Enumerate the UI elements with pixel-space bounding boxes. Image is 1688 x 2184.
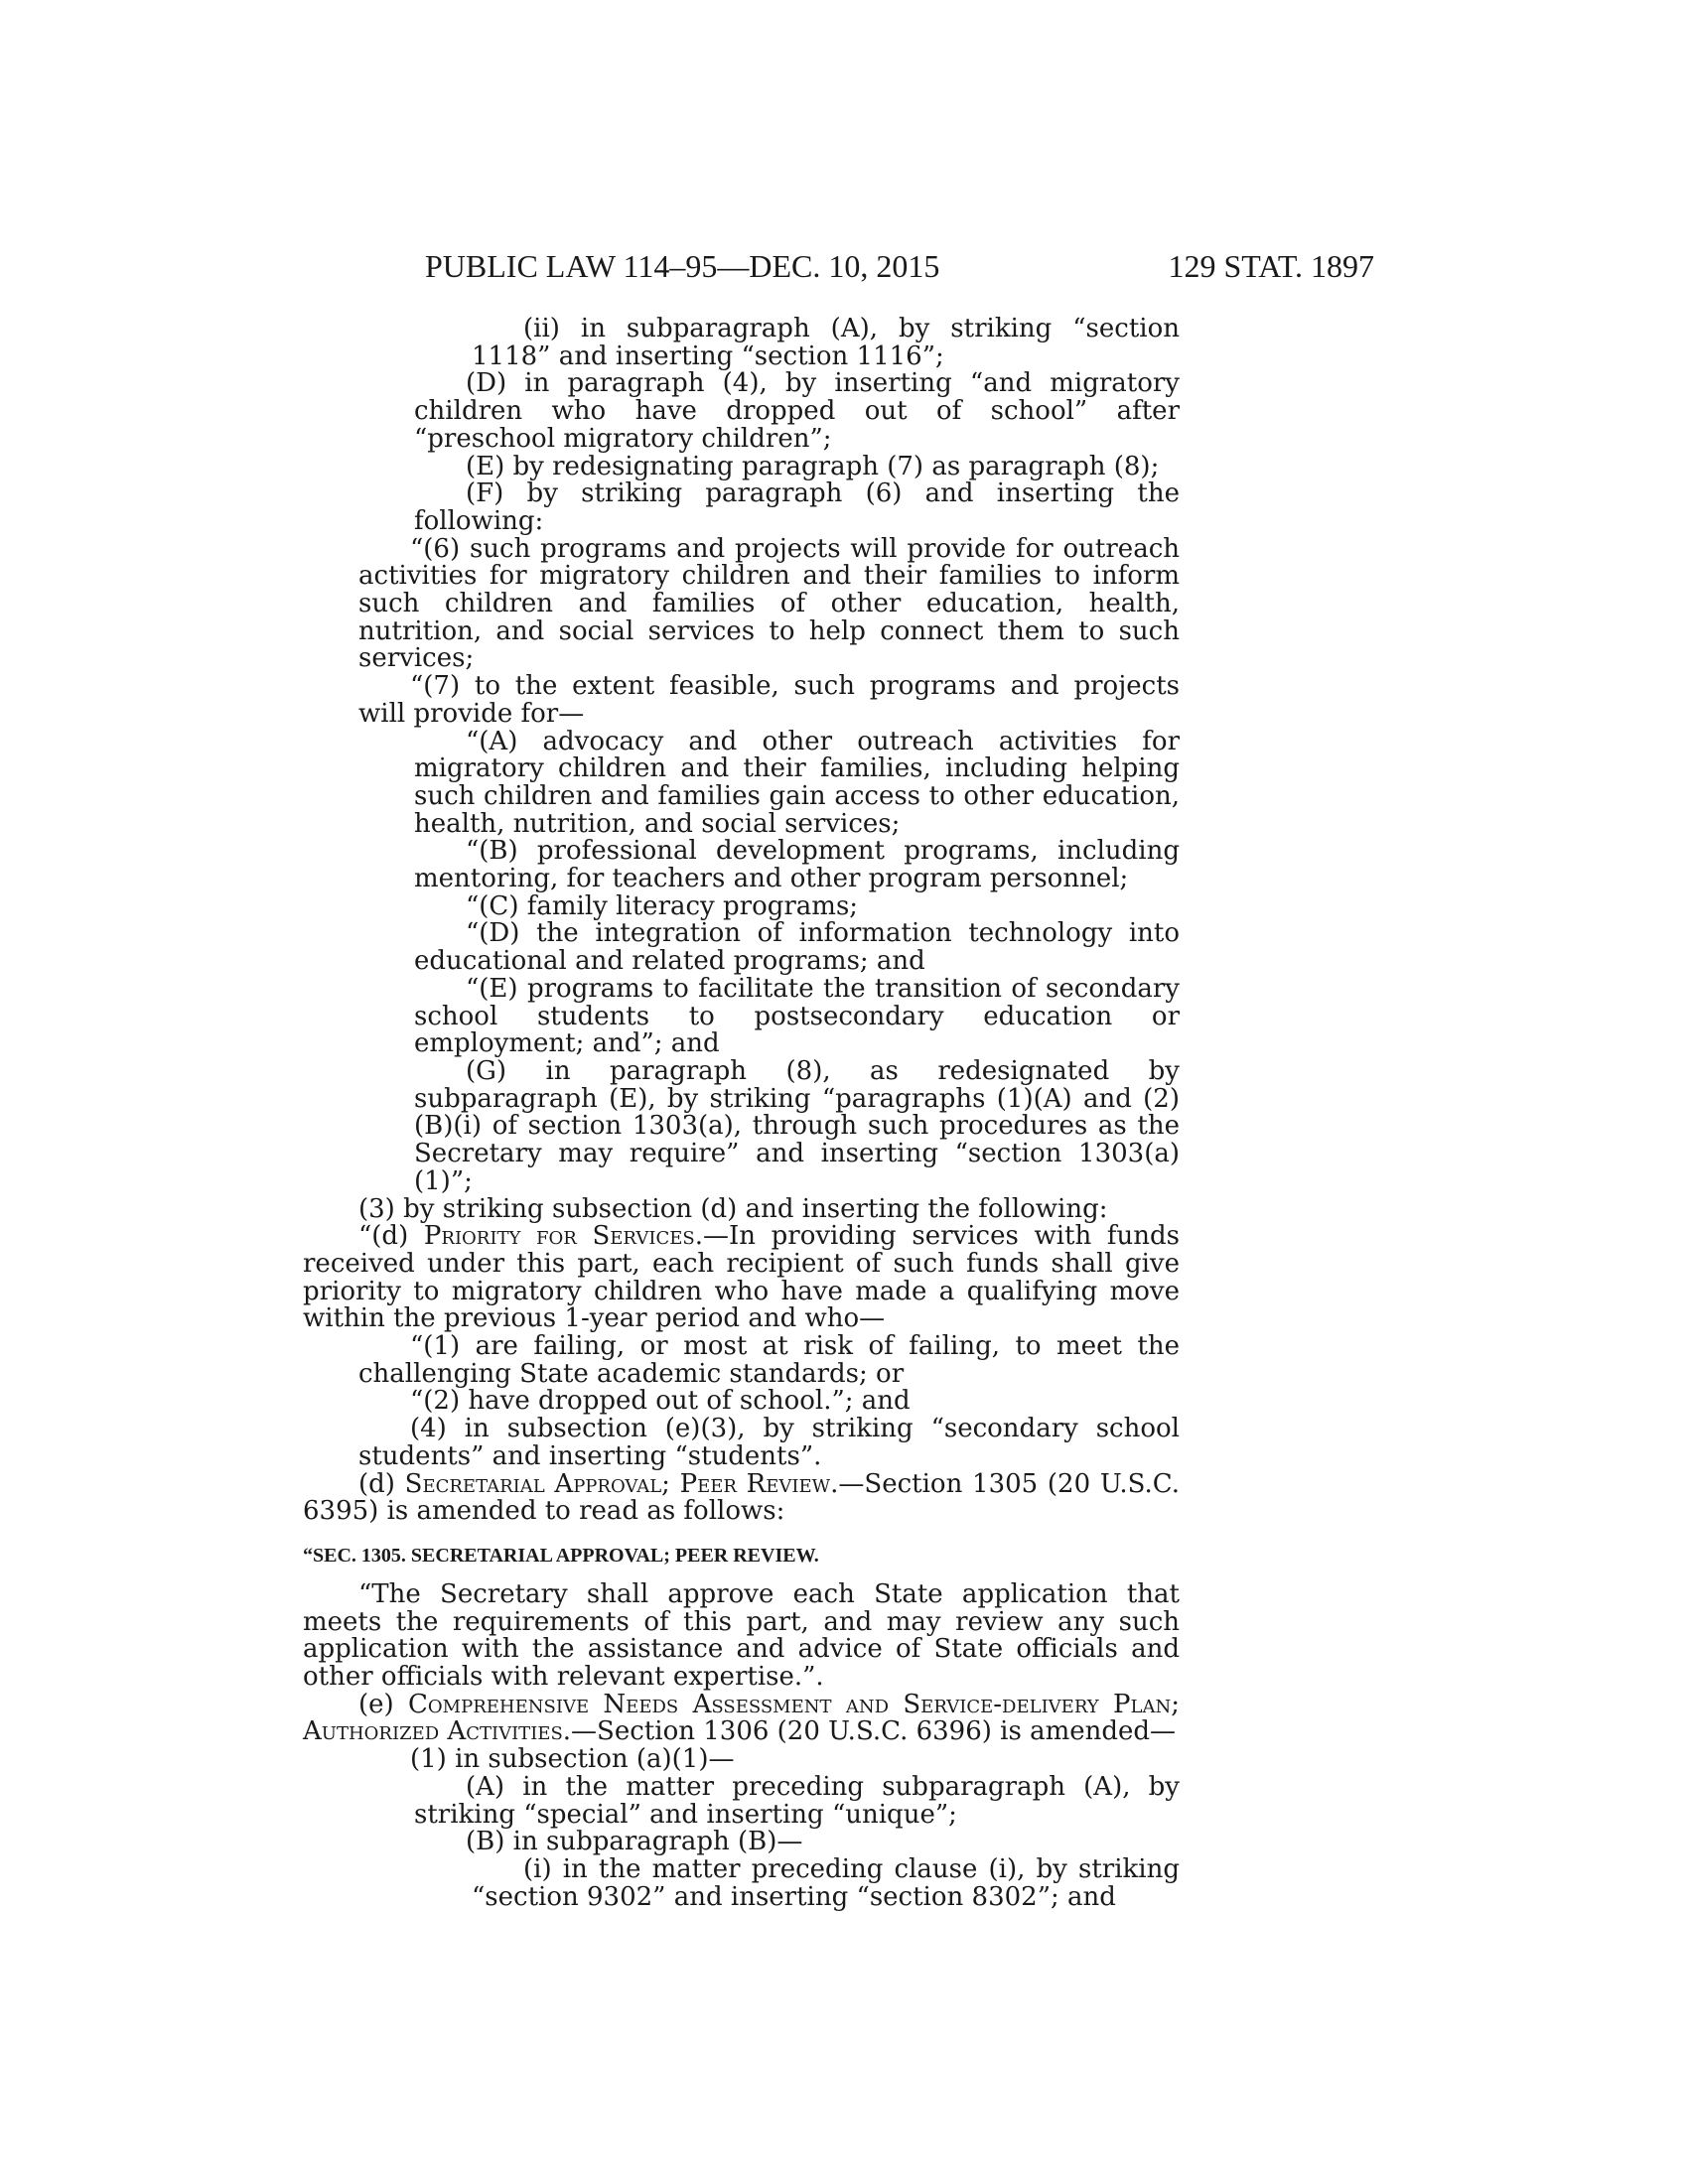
paragraph: “(B) professional development programs, including mentoring, for teachers and other program personnel; — [414, 836, 1180, 894]
paragraph: “(2) have dropped out of school.”; and — [410, 1386, 911, 1417]
subsection-caption: Secretarial Approval; Peer Review — [404, 1468, 831, 1499]
document-body — [303, 316, 1180, 1911]
paragraph: (e) Comprehensive Needs Assessment and Service-delivery Plan; Authorized Activities.—Section 1306 (20 U.S.C. 6396) is amended— — [303, 1689, 1180, 1747]
paragraph: (d) Secretarial Approval; Peer Review.—Section 1305 (20 U.S.C. 6395) is amended to read as follows: — [303, 1468, 1181, 1527]
paragraph: (G) in paragraph (8), as redesignated by subparagraph (E), by striking “paragraphs (1)(A) and (2)(B)(i) of section 1303(a), through such procedures as the Secretary may require” and inserting “section 1303(a)(1)”; — [414, 1055, 1180, 1196]
paragraph: (4) in subsection (e)(3), by striking “secondary school students” and inserting “students”. — [358, 1414, 1180, 1471]
paragraph: “(E) programs to facilitate the transition of secondary school students to postsecondary education or employment; and”; and — [414, 973, 1180, 1059]
subsection-caption: Priority for Services — [423, 1221, 695, 1252]
paragraph: (3) by striking subsection (d) and inserting the following: — [358, 1193, 1108, 1224]
paragraph: (ii) in subparagraph (A), by striking “section 1118” and inserting “section 1116”; — [472, 314, 1180, 371]
paragraph: (1) in subsection (a)(1)— — [410, 1744, 735, 1775]
paragraph: “(C) family literacy programs; — [466, 890, 859, 921]
header-statute-page: 129 STAT. 1897 — [1168, 248, 1374, 284]
subsection-caption: Comprehensive Needs Assessment and Service-delivery Plan; Authorized Activities — [303, 1689, 1180, 1747]
paragraph: (i) in the matter preceding clause (i), by striking “section 9302” and inserting “section 8302”; and — [472, 1853, 1180, 1912]
section-heading: “SEC. 1305. SECRETARIAL APPROVAL; PEER REVIEW. — [303, 1544, 819, 1567]
paragraph: (E) by redesignating paragraph (7) as paragraph (8); — [466, 451, 1160, 481]
paragraph: “(1) are failing, or most at risk of failing, to meet the challenging State academic standards; or — [358, 1331, 1180, 1389]
paragraph: “(7) to the extent feasible, such programs and projects will provide for— — [358, 671, 1180, 729]
paragraph: “(d) Priority for Services.—In providing services with funds received under this part, each recipient of such funds shall give priority to migratory children who have made a qualifying move within the previous 1-year period and who— — [303, 1221, 1180, 1334]
header-public-law: PUBLIC LAW 114–95—DEC. 10, 2015 — [425, 248, 940, 284]
paragraph: “(D) the integration of information technology into educational and related programs; and — [414, 918, 1180, 977]
paragraph: “The Secretary shall approve each State application that meets the requirements of this part, and may review any such application with the assistance and advice of State officials and other officials with relevant expertise.”. — [303, 1578, 1180, 1693]
paragraph: (A) in the matter preceding subparagraph (A), by striking “special” and inserting “unique”; — [414, 1771, 1180, 1830]
paragraph: “(6) such programs and projects will provide for outreach activities for migratory children and their families to inform such children and families of other education, health, nutrition, and social services to help connect them to such services; — [358, 533, 1180, 674]
paragraph: (F) by striking paragraph (6) and inserting the following: — [414, 478, 1180, 536]
paragraph: “(A) advocacy and other outreach activities for migratory children and their families, including helping such children and families gain access to other education, health, nutrition, and social services; — [414, 726, 1180, 839]
running-header — [425, 248, 1374, 288]
paragraph: (B) in subparagraph (B)— — [466, 1827, 803, 1857]
paragraph: (D) in paragraph (4), by inserting “and migratory children who have dropped out of school” after “preschool migratory children”; — [414, 368, 1180, 454]
